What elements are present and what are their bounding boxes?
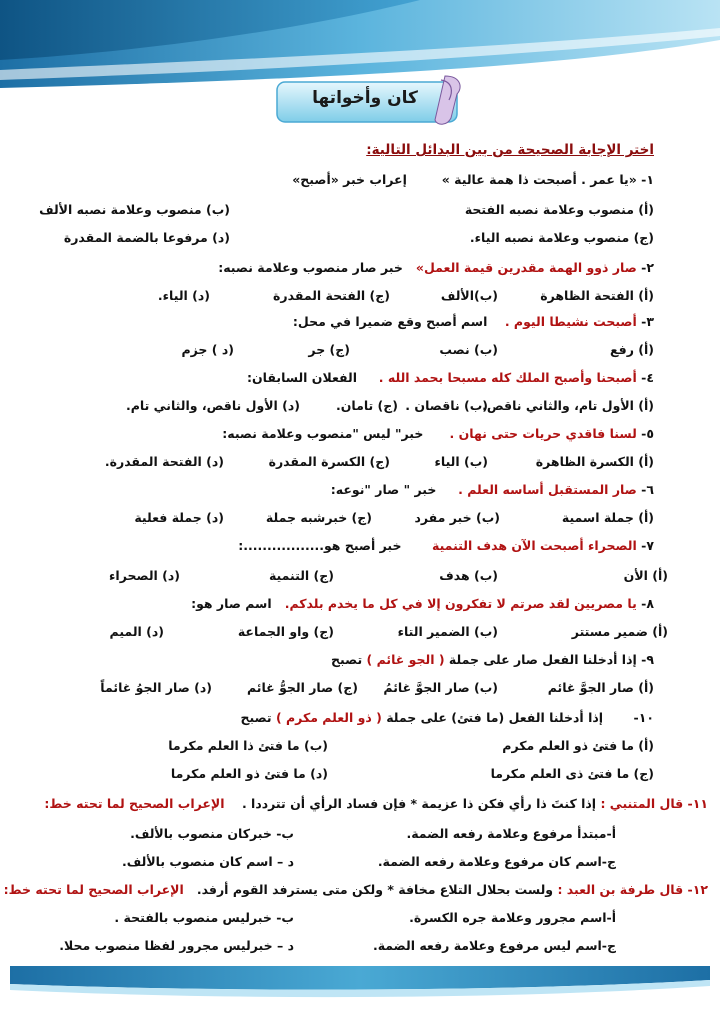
question-6 bbox=[331, 482, 654, 497]
question-9 bbox=[331, 652, 654, 667]
question-quote-sentence: ( الجو غائم ) bbox=[366, 652, 445, 667]
option-a[interactable]: (أ) الأن bbox=[623, 568, 668, 583]
question-8 bbox=[191, 596, 654, 611]
question-prompt: تصبح bbox=[240, 710, 272, 725]
option-a[interactable]: (أ) جملة اسمية bbox=[561, 510, 654, 525]
question-prompt: خبر" ليس "منصوب وعلامة نصبه: bbox=[222, 426, 424, 441]
question-prompt: الإعراب الصحيح لما تحته خط: bbox=[44, 796, 225, 811]
option-a[interactable]: (أ) منصوب وعلامة نصبه الفتحة bbox=[464, 202, 654, 217]
question-prompt: خبر أصبح هو.................: bbox=[238, 538, 402, 553]
question-number: ٤- bbox=[641, 370, 654, 385]
option-a[interactable]: (أ) الفتحة الظاهرة bbox=[540, 288, 654, 303]
option-d[interactable]: (د) الياء. bbox=[157, 288, 210, 303]
option-a[interactable]: (أ) رفع bbox=[610, 342, 654, 357]
question-quote: ولست بحلال التلاع مخافة * ولكن متى يسترفد القوم أرفد. bbox=[196, 882, 554, 897]
question-quote: يا مصريين لقد صرتم لا تفكرون إلا في كل ما يخدم بلدكم. bbox=[284, 596, 637, 611]
question-prompt: خبر " صار "نوعه: bbox=[330, 482, 437, 497]
option-c[interactable]: ج-اسم ليس مرفوع وعلامة رفعه الضمة. bbox=[372, 938, 616, 953]
option-b[interactable]: ب- خبركان منصوب بالألف. bbox=[130, 826, 294, 841]
option-a[interactable]: (أ) صار الجوَّ غائم bbox=[547, 680, 654, 695]
question-prompt: الإعراب الصحيح لما تحته خط: bbox=[3, 882, 184, 897]
question-number: ١١- قال المتنبي : bbox=[600, 796, 708, 811]
option-a[interactable]: أ-مبتدأ مرفوع وعلامة رفعه الضمة. bbox=[406, 826, 616, 841]
option-b[interactable]: (ب) صار الجوَّ غائمُ bbox=[383, 680, 498, 695]
question-2 bbox=[218, 260, 654, 275]
page-title: كان وأخواتها bbox=[312, 88, 418, 108]
option-b[interactable]: (ب)الألف bbox=[440, 288, 498, 303]
question-10 bbox=[240, 710, 654, 725]
question-quote: أصبحت نشيطا اليوم . bbox=[504, 314, 637, 329]
question-1 bbox=[292, 172, 654, 187]
option-d[interactable]: (د) مرفوعا بالضمة المقدرة bbox=[63, 230, 230, 245]
question-number: ٩- bbox=[641, 652, 654, 667]
question-quote: «يا عمر . أصبحت ذا همة عالية » bbox=[441, 172, 637, 187]
option-b[interactable]: (ب) الضمير التاء bbox=[397, 624, 498, 639]
option-b[interactable]: (ب) الياء bbox=[434, 454, 488, 469]
option-b[interactable]: (ب) ناقصان . bbox=[405, 398, 488, 413]
option-d[interactable]: (د) الأول ناقص، والثاني تام. bbox=[125, 398, 300, 413]
option-d[interactable]: د – خبرليس مجرور لفظا منصوب محلا. bbox=[59, 938, 294, 953]
option-c[interactable]: (ج) صار الجوُّ غائم bbox=[246, 680, 358, 695]
question-prompt: الفعلان السابقان: bbox=[247, 370, 358, 385]
option-c[interactable]: (ج) الفتحة المقدرة bbox=[273, 288, 390, 303]
question-number: ٣- bbox=[641, 314, 654, 329]
option-d[interactable]: (د) الصحراء bbox=[109, 568, 180, 583]
question-quote: الصحراء أصبحت الآن هدف التنمية bbox=[432, 538, 637, 553]
question-quote: لسنا فاقدي حريات حتى نهان . bbox=[449, 426, 637, 441]
option-c[interactable]: ج-اسم كان مرفوع وعلامة رفعه الضمة. bbox=[377, 854, 616, 869]
option-d[interactable]: د – اسم كان منصوب بالألف. bbox=[121, 854, 294, 869]
question-number: ٥- bbox=[641, 426, 654, 441]
option-d[interactable]: (د) جملة فعلية bbox=[134, 510, 224, 525]
option-b[interactable]: (ب) خبر مفرد bbox=[414, 510, 500, 525]
question-prompt: إعراب خبر «أصبح» bbox=[292, 172, 407, 187]
option-c[interactable]: (ج) جر bbox=[308, 342, 350, 357]
question-quote: صار ذوو الهمة مقدرين قيمة العمل» bbox=[415, 260, 637, 275]
option-c[interactable]: (ج) ما فتئ ذى العلم مكرما bbox=[490, 766, 654, 781]
option-c[interactable]: (ج) واو الجماعة bbox=[237, 624, 334, 639]
question-prompt: تصبح bbox=[331, 652, 363, 667]
question-4 bbox=[247, 370, 654, 385]
option-a[interactable]: (أ) ما فتئ ذو العلم مكرم bbox=[502, 738, 654, 753]
option-b[interactable]: (ب) منصوب وعلامة نصبه الألف bbox=[39, 202, 230, 217]
question-12 bbox=[4, 882, 708, 897]
question-number: ٧- bbox=[641, 538, 654, 553]
option-b[interactable]: (ب) ما فتئ ذا العلم مكرما bbox=[168, 738, 328, 753]
question-quote: أصبحنا وأصبح الملك كله مسبحا بحمد الله . bbox=[378, 370, 637, 385]
question-7 bbox=[238, 538, 654, 553]
question-number: ١٠- bbox=[633, 710, 654, 725]
question-quote: صار المستقبل أساسه العلم . bbox=[458, 482, 637, 497]
option-c[interactable]: (ج) منصوب وعلامة نصبه الياء. bbox=[469, 230, 654, 245]
question-prompt: اسم صار هو: bbox=[191, 596, 272, 611]
question-prompt: خبر صار منصوب وعلامة نصبه: bbox=[218, 260, 403, 275]
instruction-heading: اختر الإجابة الصحيحة من بين البدائل التالية: bbox=[366, 142, 654, 158]
question-quote: إذا أدخلنا الفعل صار على جملة bbox=[448, 652, 637, 667]
option-a[interactable]: (أ) ضمير مستتر bbox=[571, 624, 668, 639]
option-d[interactable]: (د) ما فتئ ذو العلم مكرما bbox=[170, 766, 328, 781]
option-c[interactable]: (ج) خبرشبه جملة bbox=[265, 510, 372, 525]
footer-wave-band bbox=[0, 962, 720, 1018]
question-prompt: اسم أصبح وقع ضميرا في محل: bbox=[292, 314, 488, 329]
option-c[interactable]: (ج) الكسرة المقدرة bbox=[268, 454, 390, 469]
question-number: ٦- bbox=[641, 482, 654, 497]
option-c[interactable]: (ج) تامان. bbox=[335, 398, 398, 413]
option-d[interactable]: (د) صار الجوُ غائماً bbox=[100, 680, 212, 695]
question-number: ٢- bbox=[641, 260, 654, 275]
question-5 bbox=[222, 426, 654, 441]
option-d[interactable]: (د) الميم bbox=[109, 624, 164, 639]
question-3 bbox=[293, 314, 654, 329]
question-quote: إذا أدخلنا الفعل (ما فتئ) على جملة bbox=[386, 710, 604, 725]
option-a[interactable]: (أ) الأول تام، والثاني ناقص. bbox=[482, 398, 654, 413]
option-b[interactable]: (ب) هدف bbox=[439, 568, 498, 583]
option-a[interactable]: (أ) الكسرة الظاهرة bbox=[535, 454, 654, 469]
option-c[interactable]: (ج) التنمية bbox=[268, 568, 334, 583]
question-number: ١- bbox=[641, 172, 654, 187]
question-quote: إذا كنتَ ذا رأي فكن ذا عزيمة * فإن فساد الرأي أن تترددا . bbox=[241, 796, 597, 811]
option-d[interactable]: (د) الفتحة المقدرة. bbox=[104, 454, 224, 469]
option-a[interactable]: أ-اسم مجرور وعلامة جره الكسرة. bbox=[409, 910, 616, 925]
question-quote-sentence: ( ذو العلم مكرم ) bbox=[275, 710, 382, 725]
option-d[interactable]: (د ) جزم bbox=[181, 342, 234, 357]
option-b[interactable]: (ب) نصب bbox=[439, 342, 498, 357]
question-11 bbox=[44, 796, 708, 811]
option-b[interactable]: ب- خبرليس منصوب بالفتحة . bbox=[114, 910, 294, 925]
question-number: ١٢- قال طرفة بن العبد : bbox=[557, 882, 708, 897]
question-number: ٨- bbox=[641, 596, 654, 611]
